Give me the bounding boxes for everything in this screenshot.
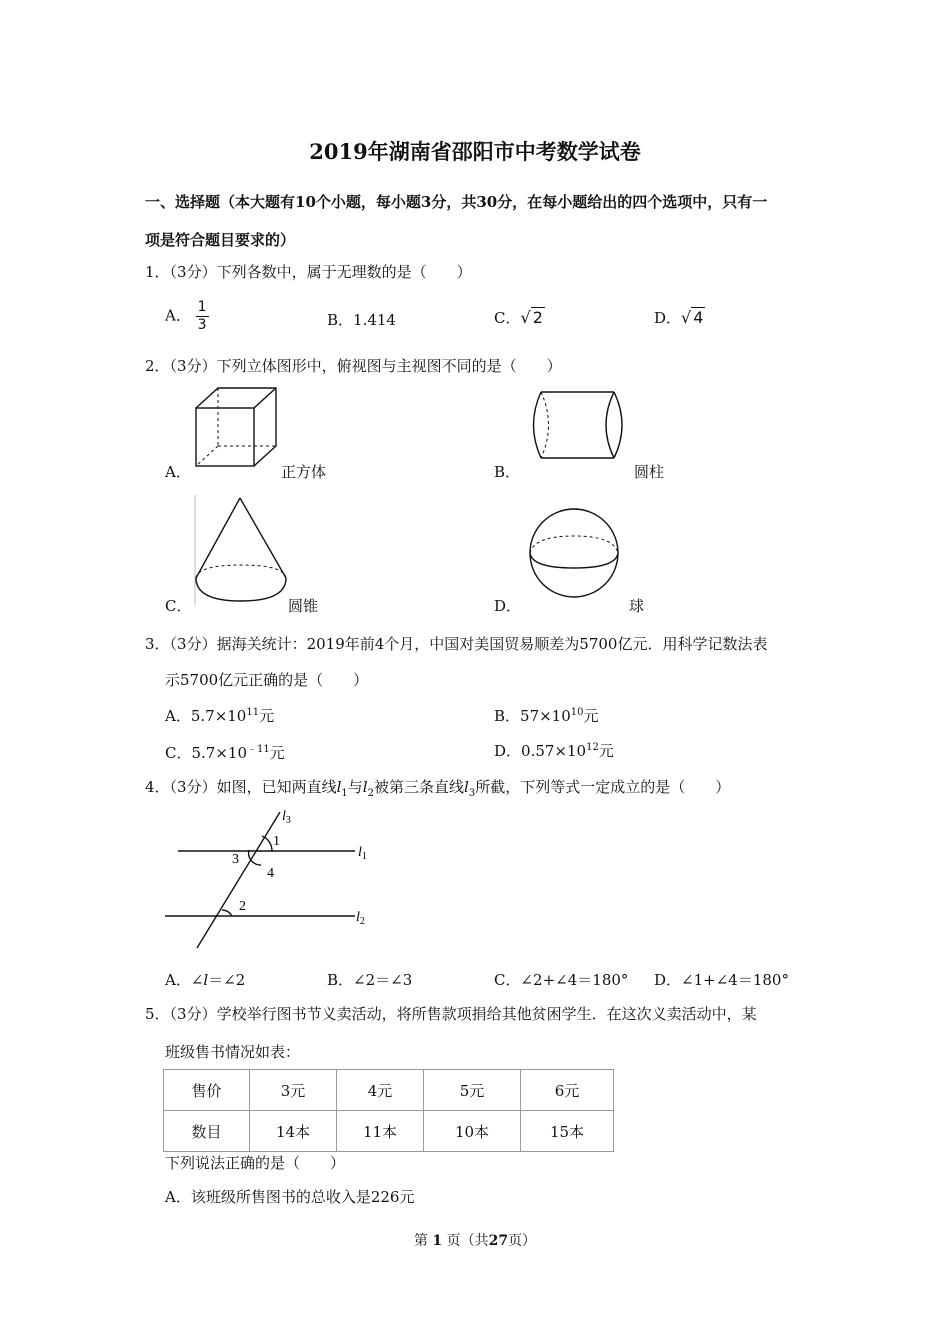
q3-option-c[interactable] <box>165 740 285 763</box>
q5-option-a[interactable]: A．该班级所售图书的总收入是226元 <box>165 1188 415 1206</box>
parallel-lines-figure <box>160 800 390 955</box>
page-number: 1 <box>432 1233 443 1249</box>
table-cell: 11本 <box>337 1111 424 1152</box>
table-row <box>164 1111 614 1152</box>
q2-stem: 2．（3分）下列立体图形中，俯视图与主视图不同的是（ ） <box>145 357 562 375</box>
q4-option-a[interactable]: A．∠l＝∠2 <box>165 971 246 989</box>
q5-prompt: 下列说法正确的是（ ） <box>165 1154 346 1172</box>
q2-option-d-label[interactable]: D． <box>494 597 522 615</box>
q1-option-d[interactable] <box>654 307 705 328</box>
page-total: 27 <box>488 1233 509 1249</box>
q3-b-base: B．57×10 <box>494 707 571 725</box>
cylinder-figure <box>528 388 630 464</box>
label-angle-1: 1 <box>273 834 280 849</box>
q3-option-d[interactable] <box>494 740 614 761</box>
label-angle-3: 3 <box>232 852 239 867</box>
q5-stem-cont: 班级售书情况如表： <box>165 1043 301 1061</box>
table-cell: 3元 <box>250 1070 337 1111</box>
exponent: 11 <box>246 707 260 718</box>
exponent: ﹣11 <box>247 744 270 755</box>
q2-option-b-name: 圆柱 <box>634 463 665 481</box>
unit: 元 <box>598 742 614 760</box>
table-cell: 14本 <box>250 1111 337 1152</box>
sales-table <box>163 1069 614 1152</box>
radicand: 2 <box>532 308 543 327</box>
page-footer: 第 1 页（共27页） <box>413 1233 537 1249</box>
q3-stem: 3．（3分）据海关统计：2019年前4个月，中国对美国贸易顺差为5700亿元．用科学记数法表 <box>145 635 768 653</box>
sphere-figure <box>528 506 624 602</box>
q3-d-base: D．0.57×10 <box>494 742 587 760</box>
q5-stem: 5．（3分）学校举行图书节义卖活动，将所售款项捐给其他贫困学生．在这次义卖活动中，某 <box>145 1005 757 1023</box>
numerator: 1 <box>197 299 207 315</box>
q3-option-a[interactable] <box>165 705 274 726</box>
label-l1: $l_1$ <box>358 845 367 862</box>
q1-option-a[interactable] <box>165 299 209 334</box>
q1-option-b[interactable]: B．1.414 <box>327 311 396 329</box>
q1-option-c[interactable] <box>494 307 545 328</box>
fraction <box>196 299 209 334</box>
section-heading-cont: 项是符合题目要求的） <box>145 231 296 249</box>
q3-c-base: C．5.7×10 <box>165 744 247 762</box>
q4-stem: 4．（3分）如图，已知两直线$l_1$与$l_2$被第三条直线$l_3$所截，下列等式一定成立的是（ ） <box>145 778 731 799</box>
q2-option-a-label[interactable]: A． <box>165 463 191 481</box>
q1-option-d-label: D． <box>654 309 682 327</box>
table-cell: 15本 <box>521 1111 614 1152</box>
sqrt-icon: √ 2 <box>520 308 543 327</box>
unit: 元 <box>259 707 275 725</box>
exponent: 10 <box>570 707 584 718</box>
cube-figure <box>190 383 280 473</box>
q1-option-c-label: C． <box>494 309 521 327</box>
q1-stem: 1．（3分）下列各数中，属于无理数的是（ ） <box>145 263 472 281</box>
sqrt-icon: √ 4 <box>681 308 704 327</box>
q2-option-d-name: 球 <box>629 597 645 615</box>
unit: 元 <box>269 744 285 762</box>
q2-option-b-label[interactable]: B． <box>494 463 521 481</box>
q4-option-b[interactable]: B．∠2＝∠3 <box>327 971 413 989</box>
q2-option-c-label[interactable]: C． <box>165 597 192 615</box>
table-cell: 5元 <box>424 1070 521 1111</box>
q2-option-a-name: 正方体 <box>281 463 327 481</box>
page-title: 2019年湖南省邵阳市中考数学试卷 <box>309 139 641 164</box>
label-l2: $l_2$ <box>356 910 365 927</box>
q4-option-d[interactable]: D．∠1+∠4＝180° <box>654 971 789 989</box>
table-cell: 6元 <box>521 1070 614 1111</box>
table-row <box>164 1070 614 1111</box>
q3-option-b[interactable] <box>494 705 599 726</box>
label-l3: $l_3$ <box>282 809 291 826</box>
cone-figure <box>190 495 290 610</box>
label-angle-2: 2 <box>239 899 246 914</box>
radicand: 4 <box>693 308 704 327</box>
unit: 元 <box>583 707 599 725</box>
q3-stem-cont: 示5700亿元正确的是（ ） <box>165 671 369 689</box>
q2-option-c-name: 圆锥 <box>288 597 319 615</box>
q1-option-a-label: A． <box>165 306 191 325</box>
table-cell: 4元 <box>337 1070 424 1111</box>
denominator: 3 <box>197 317 207 333</box>
label-angle-4: 4 <box>267 866 274 881</box>
table-cell: 数目 <box>164 1111 250 1152</box>
exponent: 12 <box>586 742 599 753</box>
table-cell: 10本 <box>424 1111 521 1152</box>
table-cell: 售价 <box>164 1070 250 1111</box>
q4-option-c[interactable]: C．∠2+∠4＝180° <box>494 971 629 989</box>
section-heading: 一、选择题（本大题有10个小题，每小题3分，共30分，在每小题给出的四个选项中，只有一 <box>145 193 768 211</box>
q3-a-base: A．5.7×10 <box>165 707 247 725</box>
